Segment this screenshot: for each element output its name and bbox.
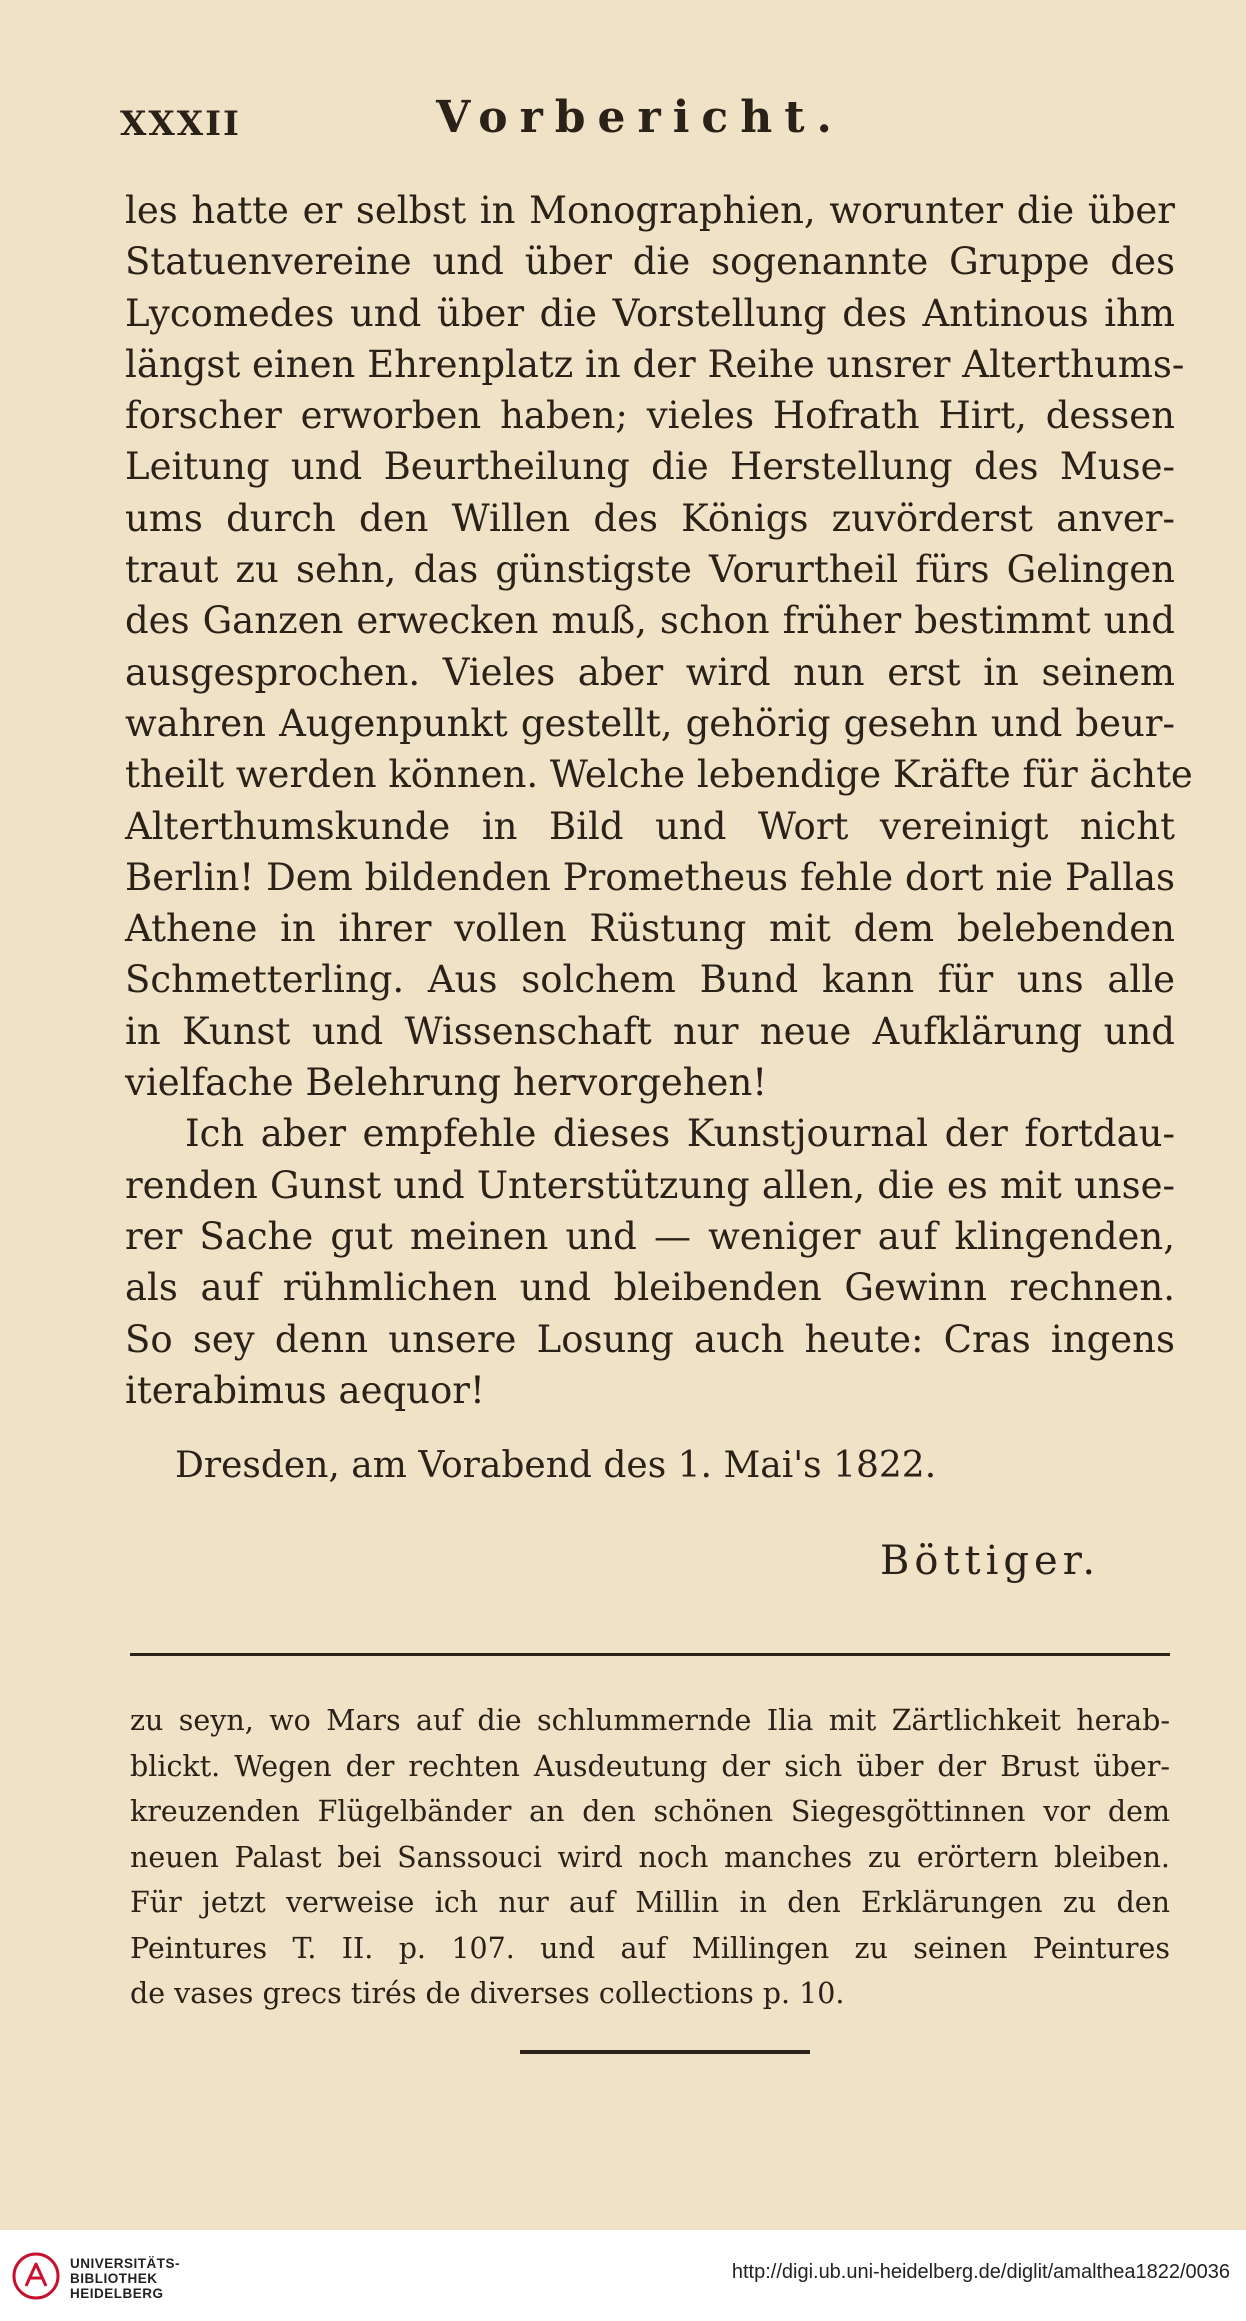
library-footer (0, 2230, 1246, 2321)
body-line: traut zu sehn, das günstigste Vorurtheil fürs Gelingen (125, 548, 1175, 592)
footnote-line: kreuzenden Flügelbänder an den schönen Siegesgöttinnen vor dem (130, 1795, 1170, 1828)
body-line: vielfache Belehrung hervorgehen! (125, 1061, 768, 1105)
body-line: les hatte er selbst in Monographien, worunter die über (125, 189, 1175, 232)
body-line: iterabimus aequor! (125, 1368, 485, 1412)
body-line: Ich aber empfehle dieses Kunstjournal der fortdau- (185, 1112, 1175, 1156)
footnote-line: neuen Palast bei Sanssouci wird noch manches zu erörtern bleiben. (130, 1840, 1170, 1874)
body-line: des Ganzen erwecken muß, schon früher bestimmt und (125, 599, 1175, 643)
body-line: theilt werden können. Welche lebendige Kräfte für ächte (125, 753, 1193, 797)
footnote (130, 1698, 1170, 2017)
body-line: Lycomedes und über die Vorstellung des Antinous ihm (125, 291, 1175, 335)
body-line: renden Gunst und Unterstützung allen, die es mit unse- (125, 1163, 1175, 1207)
footnote-divider (130, 1653, 1170, 1656)
page-number: XXXII (120, 104, 241, 144)
body-line: Berlin! Dem bildenden Prometheus fehle dort nie Pallas (125, 855, 1175, 899)
body-line: Schmetterling. Aus solchem Bund kann für uns alle (125, 958, 1175, 1002)
body-line: Leitung und Beurtheilung die Herstellung des Muse- (125, 445, 1175, 489)
footnote-line: blickt. Wegen der rechten Ausdeutung der sich über der Brust über- (130, 1749, 1170, 1783)
library-seal-icon (12, 2252, 60, 2300)
body-line: in Kunst und Wissenschaft nur neue Aufklärung und (125, 1009, 1175, 1053)
library-name-line: HEIDELBERG (70, 2286, 164, 2301)
body-line: ausgesprochen. Vieles aber wird nun erst in seinem (125, 650, 1175, 694)
body-text (125, 185, 1193, 1416)
dateline: Dresden, am Vorabend des 1. Mai's 1822. (175, 1445, 937, 1486)
source-link[interactable]: http://digi.ub.uni-heidelberg.de/diglit/amalthea1822/0036 (731, 2261, 1230, 2283)
running-title: Vorbericht. (436, 92, 844, 143)
footnote-line: Für jetzt verweise ich nur auf Millin in den Erklärungen zu den (130, 1886, 1170, 1919)
library-name-line: UNIVERSITÄTS- (70, 2256, 181, 2271)
footnote-line: Peintures T. II. p. 107. und auf Millingen zu seinen Peintures (130, 1931, 1170, 1965)
closing-rule (520, 2050, 810, 2054)
body-line: wahren Augenpunkt gestellt, gehörig gesehn und beur- (125, 701, 1175, 745)
footnote-line: zu seyn, wo Mars auf die schlummernde Ilia mit Zärtlichkeit herab- (130, 1704, 1170, 1737)
library-name (70, 2256, 180, 2301)
footnote-line: de vases grecs tirés de diverses collections p. 10. (130, 1977, 845, 2010)
body-line: Alterthumskunde in Bild und Wort vereinigt nicht (125, 804, 1175, 848)
page-header (120, 92, 1160, 152)
body-line: rer Sache gut meinen und — weniger auf klingenden, (125, 1214, 1175, 1258)
body-line: So sey denn unsere Losung auch heute: Cras ingens (125, 1317, 1175, 1361)
body-line: als auf rühmlichen und bleibenden Gewinn rechnen. (125, 1266, 1175, 1310)
body-line: forscher erworben haben; vieles Hofrath Hirt, dessen (125, 394, 1175, 438)
body-line: längst einen Ehrenplatz in der Reihe unsrer Alterthums- (125, 342, 1185, 386)
body-line: Statuenvereine und über die sogenannte Gruppe des (125, 240, 1175, 284)
signature: Böttiger. (880, 1538, 1101, 1584)
body-line: Athene in ihrer vollen Rüstung mit dem belebenden (125, 907, 1175, 951)
body-line: ums durch den Willen des Königs zuvörderst anver- (125, 496, 1175, 540)
library-name-line: BIBLIOTHEK (70, 2271, 158, 2286)
